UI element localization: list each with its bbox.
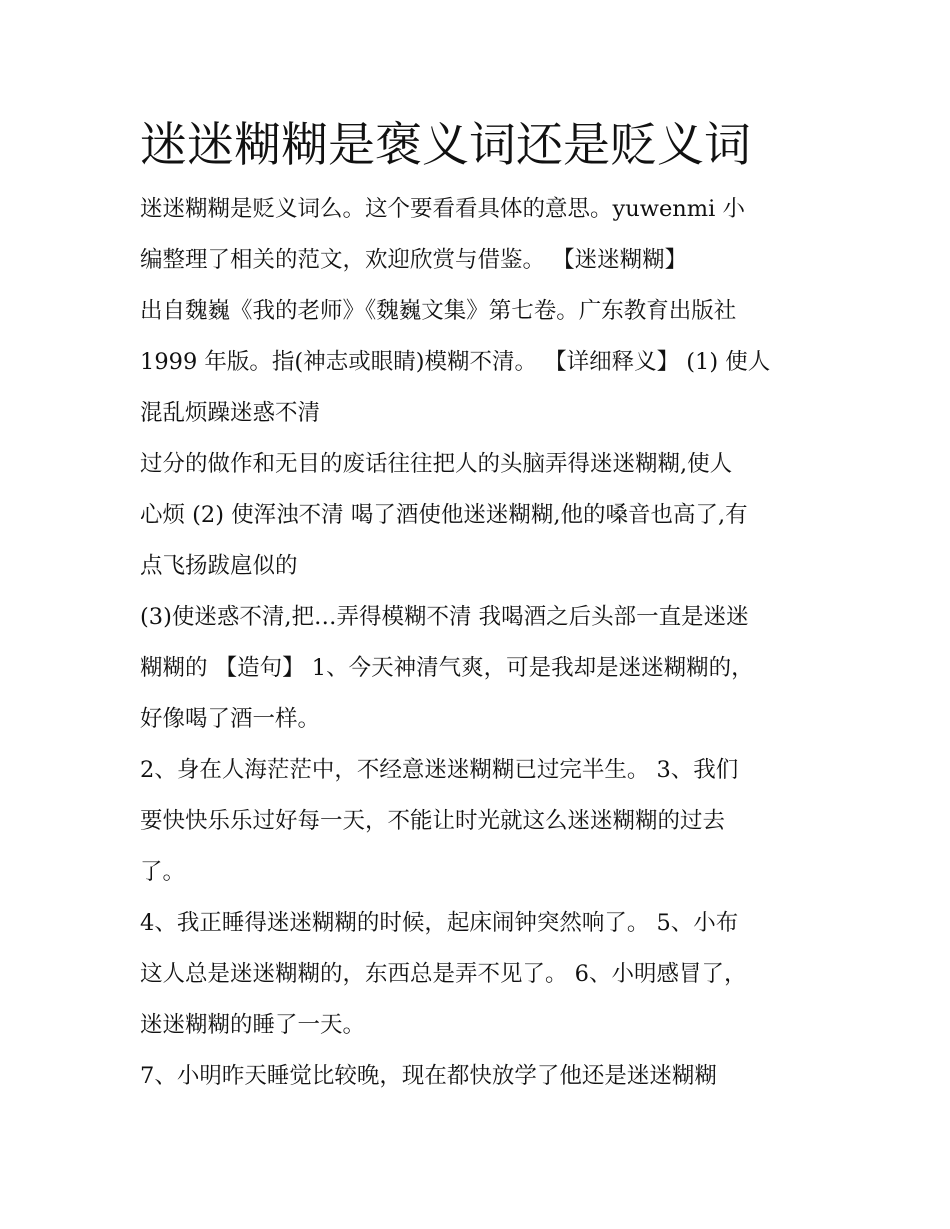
body-line: 1999 年版。指(神志或眼睛)模糊不清。 【详细释义】 (1) 使人 — [140, 349, 771, 375]
body-line: 要快快乐乐过好每一天，不能让时光就这么迷迷糊糊的过去 — [140, 808, 726, 834]
body-line: 糊糊的 【造句】 1、今天神清气爽，可是我却是迷迷糊糊的， — [140, 655, 754, 681]
body-line: 编整理了相关的范文，欢迎欣赏与借鉴。 【迷迷糊糊】 — [140, 247, 688, 273]
body-line: 好像喝了酒一样。 — [140, 706, 321, 732]
body-line: 7、小明昨天睡觉比较晚，现在都快放学了他还是迷迷糊糊 — [140, 1063, 717, 1089]
body-line: 混乱烦躁迷惑不清 — [140, 400, 321, 426]
body-line: 4、我正睡得迷迷糊糊的时候，起床闹钟突然响了。 5、小布 — [140, 910, 739, 936]
document-page — [140, 112, 820, 1102]
body-line: 迷迷糊糊的睡了一天。 — [140, 1012, 366, 1038]
body-line: 了。 — [140, 859, 186, 885]
body-line: 过分的做作和无目的废话往往把人的头脑弄得迷迷糊糊,使人 — [140, 451, 733, 477]
body-line: 出自魏巍《我的老师》《魏巍文集》第七卷。广东教育出版社 — [140, 298, 737, 324]
body-line: 这人总是迷迷糊糊的，东西总是弄不见了。 6、小明感冒了， — [140, 961, 747, 987]
body-line: 2、身在人海茫茫中，不经意迷迷糊糊已过完半生。 3、我们 — [140, 757, 739, 783]
document-title: 迷迷糊糊是褒义词还是贬义词 — [140, 118, 751, 173]
body-line: 迷迷糊糊是贬义词么。这个要看看具体的意思。yuwenmi 小 — [140, 196, 745, 222]
document-body — [140, 184, 820, 1102]
body-line: 心烦 (2) 使浑浊不清 喝了酒使他迷迷糊糊,他的嗓音也高了,有 — [140, 502, 748, 528]
body-line: (3)使迷惑不清,把…弄得模糊不清 我喝酒之后头部一直是迷迷 — [140, 604, 749, 630]
body-line: 点飞扬跋扈似的 — [140, 553, 298, 579]
